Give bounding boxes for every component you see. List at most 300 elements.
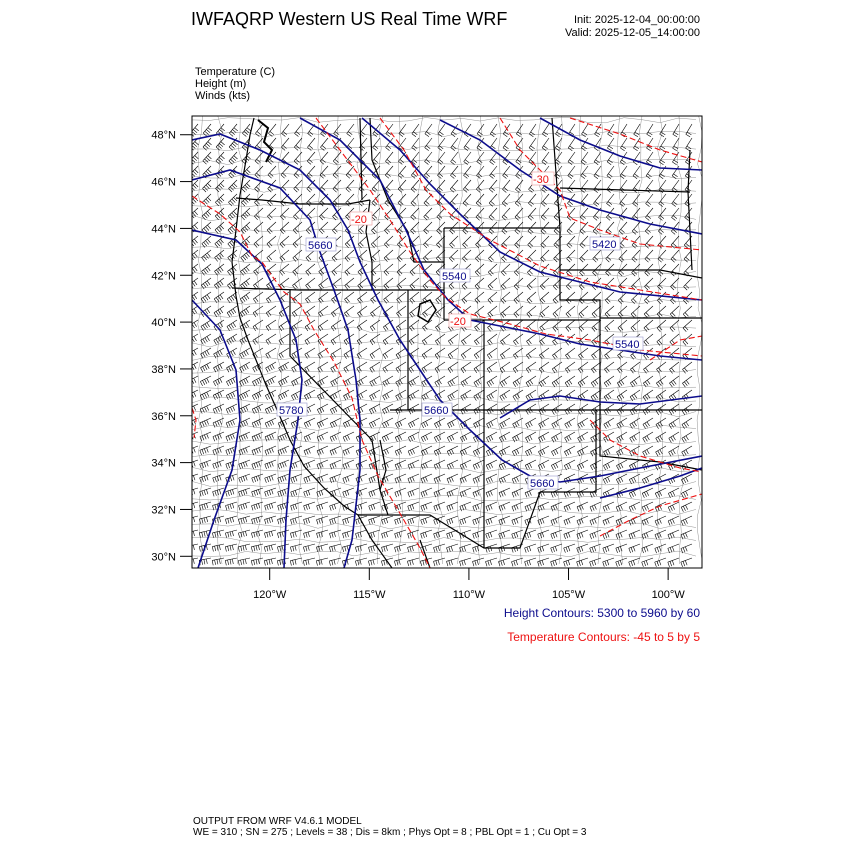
svg-text:5540: 5540 xyxy=(442,271,467,283)
wind-barb xyxy=(500,390,510,401)
lat-tick-label: 42°N xyxy=(151,270,176,283)
wind-barb xyxy=(462,292,471,304)
wind-barb xyxy=(526,362,536,373)
wind-barb xyxy=(555,138,562,151)
wind-barb xyxy=(630,390,640,401)
wind-barb xyxy=(189,194,198,206)
wind-barb xyxy=(423,306,433,317)
wind-barb xyxy=(525,446,536,456)
wind-barb xyxy=(681,516,692,526)
height-label xyxy=(440,269,470,283)
wind-barb xyxy=(267,208,276,220)
county-line xyxy=(192,537,696,543)
wind-barb xyxy=(554,236,562,248)
lon-tick-label: 100°W xyxy=(651,589,685,601)
wind-barb xyxy=(229,180,238,192)
wind-barb xyxy=(238,516,250,524)
wind-barb xyxy=(264,558,276,566)
wind-barb xyxy=(382,516,393,525)
wind-barb xyxy=(657,320,666,332)
wind-barb xyxy=(540,306,549,318)
wind-barb xyxy=(214,348,224,358)
wind-barb xyxy=(213,460,224,469)
wind-barb xyxy=(240,348,250,358)
wind-barb xyxy=(215,194,224,206)
wind-barb xyxy=(225,530,237,538)
wind-barb xyxy=(655,558,666,567)
wind-barb xyxy=(616,558,627,567)
wind-barb xyxy=(603,558,614,567)
wind-barb xyxy=(425,138,432,151)
wind-barb xyxy=(397,264,406,276)
wind-barb xyxy=(486,516,497,525)
wind-barb xyxy=(213,390,224,400)
wind-barb xyxy=(252,446,263,455)
wind-barb xyxy=(527,278,536,290)
wind-barb xyxy=(369,432,380,442)
height-label xyxy=(590,237,620,251)
wind-barb xyxy=(581,138,588,151)
wind-barb xyxy=(214,292,224,303)
wind-barb xyxy=(255,166,263,178)
wind-barb xyxy=(673,124,679,137)
wind-barb xyxy=(371,250,380,262)
wind-barb xyxy=(552,432,563,442)
wind-barb xyxy=(382,446,393,456)
wind-barb xyxy=(305,348,315,359)
wind-barb xyxy=(503,124,510,137)
wind-barb xyxy=(357,348,367,359)
wind-barb xyxy=(490,124,497,137)
wind-barb xyxy=(581,180,588,193)
wind-barb xyxy=(475,264,484,276)
wind-barb xyxy=(673,138,679,151)
wind-barb xyxy=(329,544,341,552)
wind-barb xyxy=(304,390,315,400)
wind-barb xyxy=(643,446,653,456)
wind-barb xyxy=(474,376,484,387)
wind-barb xyxy=(266,292,276,303)
wind-barb xyxy=(473,474,484,484)
wind-barb xyxy=(278,474,289,483)
wind-barb xyxy=(477,152,484,165)
wind-barb xyxy=(357,334,367,345)
wind-barb xyxy=(252,488,263,497)
wind-barb xyxy=(539,376,549,387)
wind-barb xyxy=(347,124,354,137)
lat-tick-label: 40°N xyxy=(151,317,176,330)
wind-barb xyxy=(540,320,549,331)
wind-barb xyxy=(594,180,601,193)
wind-barb xyxy=(512,502,523,511)
wind-barb xyxy=(603,544,614,553)
wind-barb xyxy=(437,208,445,220)
wind-barb xyxy=(672,180,679,193)
wind-barb xyxy=(343,516,354,525)
wind-barb xyxy=(213,404,224,414)
wind-barb xyxy=(629,502,640,512)
wind-barb xyxy=(434,502,445,511)
wind-barb xyxy=(567,250,575,262)
wind-barb xyxy=(225,558,237,565)
wind-barb xyxy=(631,306,640,318)
wind-barb xyxy=(316,558,328,566)
wind-barb xyxy=(450,236,459,248)
wind-barb xyxy=(447,488,458,497)
wind-barb xyxy=(645,208,653,221)
wind-barb xyxy=(200,446,211,455)
wind-barb xyxy=(226,418,237,428)
wind-barb xyxy=(607,194,615,207)
wind-barb xyxy=(307,166,315,178)
wind-barb xyxy=(580,208,588,220)
wind-barb xyxy=(382,432,393,442)
wind-barb xyxy=(463,180,471,192)
wind-barb xyxy=(330,418,341,428)
wind-barb xyxy=(668,516,679,526)
wind-barb xyxy=(200,502,212,510)
wind-barb xyxy=(200,474,211,483)
wind-barb xyxy=(552,418,562,428)
wind-barb xyxy=(488,292,497,304)
wind-barb xyxy=(252,390,263,400)
wind-barb xyxy=(303,544,315,552)
wind-barb xyxy=(359,194,367,206)
wind-barb xyxy=(464,138,471,151)
wind-barb xyxy=(408,446,419,456)
wind-barb xyxy=(408,460,419,470)
temperature-contour xyxy=(600,494,702,536)
wind-barb xyxy=(239,460,250,469)
wind-barb xyxy=(646,166,653,179)
wind-barb xyxy=(291,502,302,511)
wind-barb xyxy=(514,292,523,304)
wind-barb xyxy=(252,474,263,483)
wind-barb xyxy=(422,362,432,373)
wind-barb xyxy=(659,194,666,207)
wind-barb xyxy=(424,208,432,220)
wind-barb xyxy=(633,152,640,165)
wind-barb xyxy=(279,348,289,359)
wind-barb xyxy=(461,390,471,401)
wind-barb xyxy=(604,390,614,401)
wind-barb xyxy=(383,362,393,373)
wind-barb xyxy=(655,488,666,498)
wind-barb xyxy=(203,152,212,164)
wind-barb xyxy=(512,474,523,484)
wind-barb xyxy=(553,320,562,332)
wind-barb xyxy=(476,180,484,192)
wind-barb xyxy=(382,544,394,552)
wind-barb xyxy=(501,264,510,276)
wind-barb xyxy=(646,152,653,165)
wind-barb xyxy=(386,138,393,151)
svg-text:5540: 5540 xyxy=(615,339,640,351)
wind-barb xyxy=(265,488,276,497)
wind-barb xyxy=(486,502,497,511)
wind-barb xyxy=(395,474,406,483)
wind-barb xyxy=(580,236,588,248)
wind-barb xyxy=(451,152,458,165)
field-label-height: Height (m) xyxy=(195,78,247,90)
wind-barb xyxy=(499,488,510,497)
height-label xyxy=(277,403,307,417)
wind-barb xyxy=(474,362,484,373)
wind-barb xyxy=(642,488,653,498)
height-label xyxy=(528,476,558,490)
wind-barb xyxy=(461,334,471,345)
county-line xyxy=(317,116,323,564)
wind-barb xyxy=(412,138,419,151)
wind-barb xyxy=(423,236,432,248)
wind-barb xyxy=(659,208,667,220)
county-line xyxy=(477,116,483,564)
wind-barb xyxy=(503,138,510,151)
wind-barb xyxy=(267,250,276,262)
wind-barb xyxy=(488,306,497,318)
wind-barb xyxy=(566,320,575,332)
wind-barb xyxy=(357,376,367,386)
wind-barb xyxy=(619,222,627,234)
wind-barb xyxy=(292,376,303,386)
wind-barb xyxy=(421,516,432,525)
wind-barb xyxy=(225,544,237,552)
wind-barb xyxy=(317,404,328,414)
wind-barb xyxy=(265,474,276,483)
wind-barb xyxy=(421,418,432,428)
wind-barb xyxy=(552,404,562,415)
temperature-contour xyxy=(570,118,702,162)
wind-barb xyxy=(343,460,354,469)
wind-barb xyxy=(644,334,653,346)
wind-barb xyxy=(228,194,237,206)
wind-barb xyxy=(656,376,666,387)
wind-barb xyxy=(369,418,380,428)
wind-barb xyxy=(618,306,627,318)
wind-barb xyxy=(425,124,432,137)
wind-barb xyxy=(227,306,237,317)
wind-barb xyxy=(642,474,653,484)
height-contour-note: Height Contours: 5300 to 5960 by 60 xyxy=(503,606,700,620)
wind-barb xyxy=(682,418,692,429)
wind-barb xyxy=(358,278,367,290)
wind-barb xyxy=(202,236,211,248)
wind-barb xyxy=(486,432,497,442)
wind-barb xyxy=(200,460,211,469)
wind-barb xyxy=(320,152,328,164)
wind-barb xyxy=(202,250,211,261)
wind-barb xyxy=(317,418,328,428)
wind-barb xyxy=(577,530,588,539)
wind-barb xyxy=(343,432,354,442)
wind-barb xyxy=(525,460,536,470)
wind-barb xyxy=(564,446,575,456)
wind-barb xyxy=(239,404,250,414)
wind-barb xyxy=(529,124,536,137)
wind-barb xyxy=(646,194,653,207)
wind-barb xyxy=(594,138,601,151)
wind-barb xyxy=(528,208,536,220)
wind-barb xyxy=(685,208,692,221)
wind-barb xyxy=(656,432,666,443)
county-line xyxy=(198,116,203,564)
wind-barb xyxy=(382,418,393,428)
wind-barb xyxy=(578,348,588,359)
wind-barb xyxy=(295,124,303,137)
wind-barb xyxy=(527,292,536,304)
temperature-label xyxy=(350,212,372,226)
wind-barb xyxy=(474,348,484,359)
wind-barb xyxy=(382,530,394,538)
wind-barb xyxy=(551,460,562,470)
wind-barb xyxy=(369,404,380,414)
wind-barb xyxy=(447,558,459,566)
wind-barb xyxy=(489,180,497,192)
wind-barb xyxy=(474,390,484,401)
gulf-california xyxy=(420,540,430,568)
valid-time: Valid: 2025-12-05_14:00:00 xyxy=(565,27,700,39)
latitude-axis xyxy=(151,130,192,564)
wind-barb xyxy=(564,558,575,567)
wind-barb xyxy=(566,334,575,345)
lat-tick-label: 46°N xyxy=(151,176,176,189)
wind-barb xyxy=(369,488,380,497)
wind-barb xyxy=(189,208,198,220)
wind-barb xyxy=(412,124,419,137)
wind-barb xyxy=(409,334,419,345)
wind-barb xyxy=(616,460,627,470)
svg-text:-20: -20 xyxy=(351,214,367,226)
wind-barb xyxy=(395,418,406,428)
wind-barb xyxy=(565,348,575,359)
wind-barb xyxy=(462,250,471,262)
wind-barb xyxy=(330,516,341,524)
wind-barb xyxy=(647,124,653,137)
wind-barb xyxy=(280,250,289,262)
wind-barb xyxy=(384,264,393,276)
wind-barb xyxy=(525,544,536,553)
wind-barb xyxy=(528,194,536,206)
wind-barb xyxy=(330,488,341,497)
wind-barb xyxy=(292,320,302,331)
wind-barb xyxy=(265,502,276,510)
wind-barb xyxy=(604,362,614,373)
page-title: IWFAQRP Western US Real Time WRF xyxy=(191,9,508,29)
wind-barb xyxy=(681,558,692,567)
wind-barb xyxy=(384,292,393,303)
wind-barb xyxy=(645,250,653,262)
wind-barb xyxy=(357,306,367,317)
wind-barb xyxy=(202,264,212,275)
wind-barb xyxy=(188,320,198,331)
wind-barb xyxy=(408,488,419,497)
wind-barb xyxy=(681,530,692,539)
wind-barb xyxy=(239,488,250,497)
wind-barb xyxy=(423,250,432,262)
wind-barb xyxy=(527,320,536,331)
wind-barb xyxy=(226,376,237,386)
wind-barb xyxy=(564,488,575,498)
wind-barb xyxy=(344,306,354,317)
wind-barb xyxy=(398,180,406,192)
wind-barb xyxy=(603,516,614,525)
wind-barb xyxy=(683,362,693,373)
wind-barb xyxy=(490,152,497,165)
wind-barb xyxy=(241,222,250,234)
lat-tick-label: 32°N xyxy=(151,504,176,517)
wind-barb xyxy=(516,124,523,137)
wind-barb xyxy=(252,376,263,386)
wind-barb xyxy=(656,418,666,429)
wind-barb xyxy=(502,194,510,206)
wind-barb xyxy=(447,474,458,483)
wind-barb xyxy=(265,460,276,469)
wind-barb xyxy=(539,362,549,373)
wind-barb xyxy=(254,236,263,248)
wind-barb xyxy=(669,432,679,443)
wind-barb xyxy=(539,418,549,428)
wind-barb xyxy=(306,278,315,289)
wind-barb xyxy=(555,180,563,193)
wind-barb xyxy=(201,334,211,345)
wind-barb xyxy=(423,278,432,290)
temperature-label xyxy=(449,314,471,328)
wind-barb xyxy=(238,558,250,565)
wind-barb xyxy=(579,306,588,318)
wind-barb xyxy=(241,194,250,206)
wind-barb xyxy=(447,432,458,442)
wind-barb xyxy=(512,446,523,456)
wind-barb xyxy=(202,194,211,206)
wind-barb xyxy=(407,558,419,566)
wind-barb xyxy=(384,236,393,248)
wind-barb xyxy=(447,446,458,456)
wind-barb xyxy=(239,474,250,483)
wind-barb xyxy=(320,138,328,151)
lat-tick-label: 44°N xyxy=(151,223,176,236)
wind-barb xyxy=(254,264,263,275)
wind-barb xyxy=(542,138,549,151)
wind-barb xyxy=(568,166,575,179)
wind-barb xyxy=(617,404,627,415)
wind-barb xyxy=(616,502,627,512)
wind-barb xyxy=(343,488,354,497)
wind-barb xyxy=(294,152,302,164)
wind-barb xyxy=(568,152,575,165)
wind-barb xyxy=(329,558,341,566)
wind-barb xyxy=(578,376,588,387)
wind-barb xyxy=(579,320,588,332)
wind-barb xyxy=(551,446,562,456)
wind-barb xyxy=(645,278,654,290)
wind-barb xyxy=(213,418,224,428)
longitude-axis xyxy=(253,568,685,601)
wind-barb xyxy=(239,502,251,510)
wind-barb xyxy=(303,558,315,566)
wind-barb xyxy=(475,250,484,262)
wind-barb xyxy=(266,348,276,359)
wind-barb xyxy=(279,320,289,331)
wind-barb xyxy=(421,432,432,442)
wind-barb xyxy=(215,250,224,261)
wind-barb xyxy=(526,348,536,359)
wind-barb xyxy=(201,292,211,303)
wind-barb xyxy=(330,446,341,455)
wind-barb xyxy=(475,278,484,290)
wind-barb xyxy=(333,152,341,164)
wind-barb xyxy=(512,530,523,539)
wind-barb xyxy=(577,516,588,525)
